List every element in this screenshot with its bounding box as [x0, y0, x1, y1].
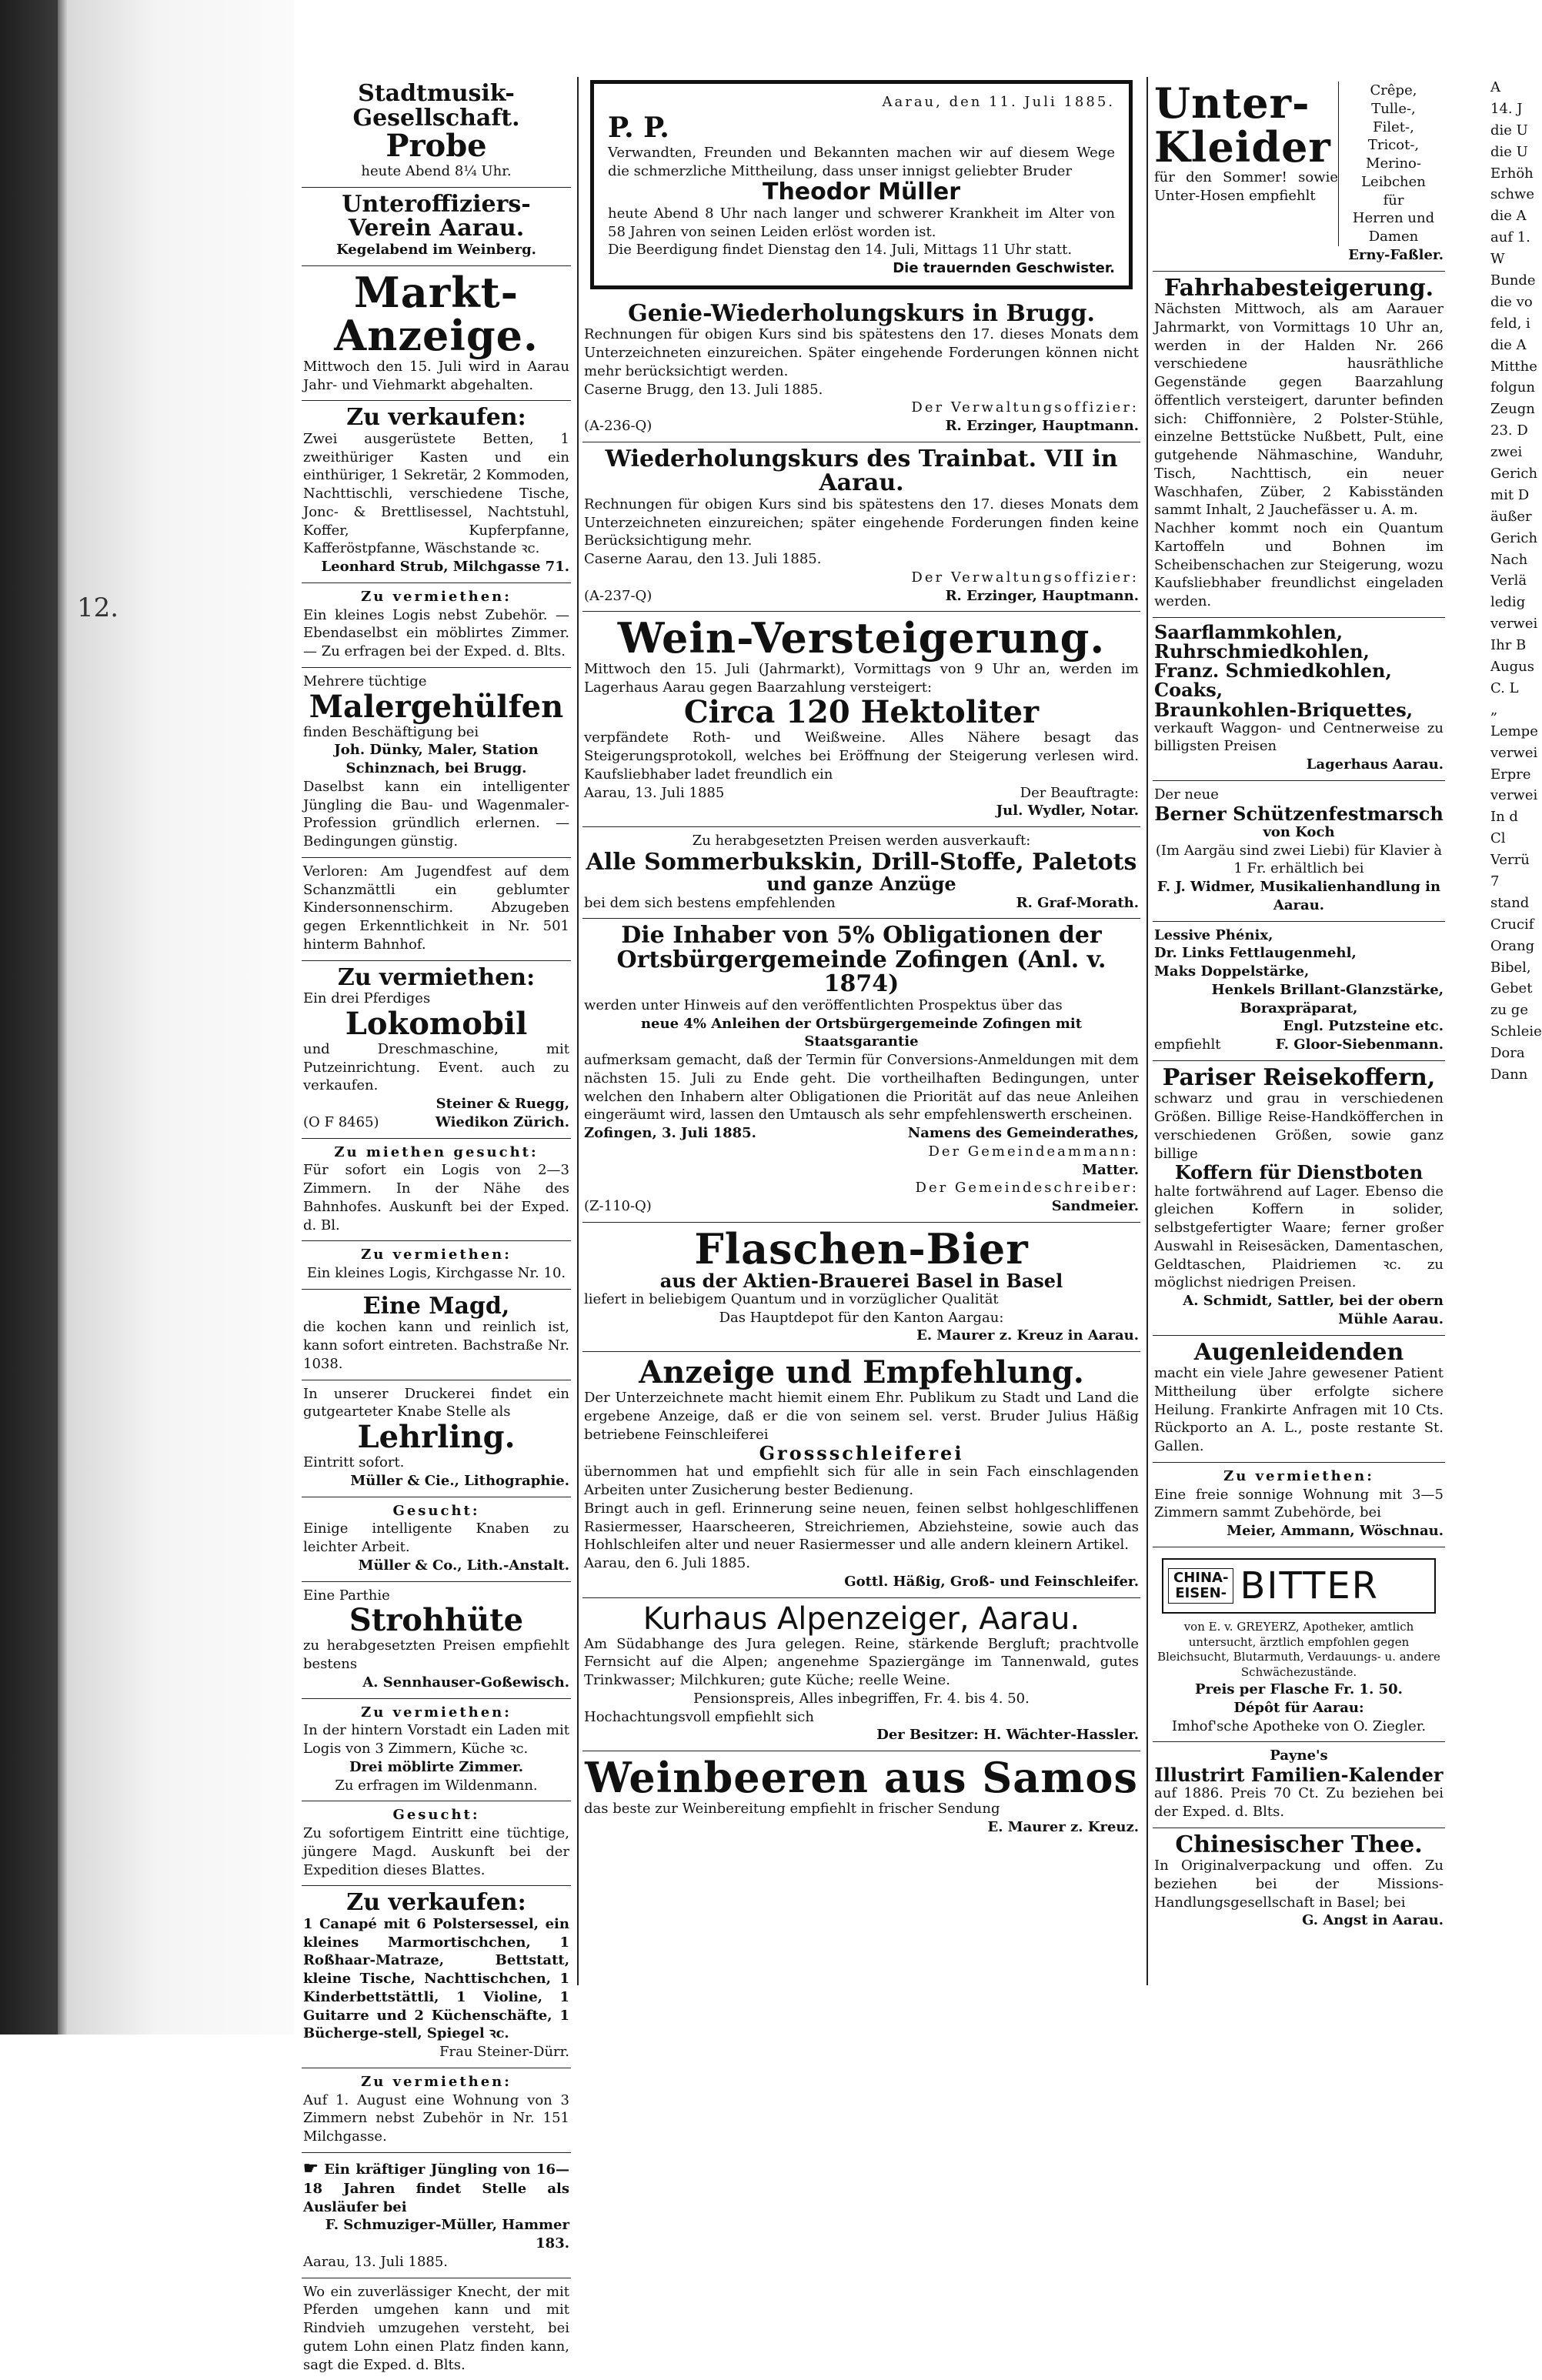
cutoff-text-fragment: auf 1.	[1490, 229, 1530, 246]
ad-heading: Berner Schützenfestmarsch	[1154, 802, 1444, 825]
ad-text: Namens des Gemeinderathes,	[907, 1125, 1139, 1142]
death-notice	[590, 80, 1133, 289]
ad-lessive-phenix	[1153, 922, 1445, 1061]
ad-gesucht-magd	[302, 1801, 571, 1886]
ad-text: von E. v. GREYERZ, Apotheker, amtlich untersucht, ärztlich empfohlen gegen Bleichsucht, Blutarmuth, Verdauungs- u. andere Schwächezustände.	[1157, 1619, 1440, 1680]
cutoff-text-fragment: zu ge	[1490, 1002, 1528, 1019]
ad-list-item: Engl. Putzsteine etc.	[1283, 1018, 1444, 1035]
notice-text: Die Beerdigung findet Dienstag den 14. Juli, Mittags 11 Uhr statt.	[608, 242, 1073, 259]
ad-text: Ein kleines Logis, Kirchgasse Nr. 10.	[306, 1265, 566, 1282]
ad-text: halte fortwährend auf Lager. Ebenso die gleichen Koffern in solider, selbstgefertigter Waare; ferner großer Auswahl in Reisesäcken, Damentaschen, Geldtaschen, Plaidriemen ꝛc. zu möglichst niedrigen Preisen.	[1154, 1183, 1444, 1291]
ad-signature: Leonhard Strub, Milchgasse 71.	[321, 559, 569, 576]
ad-unterkleider	[1153, 77, 1445, 272]
cutoff-text-fragment: zwei	[1490, 444, 1523, 461]
ad-text: Verloren: Am Jugendfest auf dem Schanzmättli ein geblumter Kindersonnenschirm. Abzugeben gegen Erkenntlichkeit in Nr. 501 hinterm Bahnhof.	[303, 863, 569, 953]
column-rule	[1146, 77, 1148, 1985]
ad-text: Ein kräftiger Jüngling von 16—18 Jahren findet Stelle als Ausläufer bei	[303, 2161, 569, 2215]
ad-signature: R. Erzinger, Hauptmann.	[945, 587, 1139, 604]
ad-text: schwarz und grau in verschiedenen Größen. Billige Reise-Handköfferchen in verschiedenen Größen, sowie ganz billige	[1154, 1090, 1444, 1162]
ad-list-item: für	[1383, 192, 1404, 209]
ad-text: Nachher kommt noch ein Quantum Kartoffeln und Bohnen im Scheibenschachen zur Steigerung, wozu Kaufsliebhaber freundlichst eingeladen werden.	[1154, 520, 1444, 609]
ad-trainbat	[582, 442, 1140, 613]
ad-signature: G. Angst in Aarau.	[1302, 1912, 1444, 1929]
ad-text: Der Verwaltungsoffizier:	[911, 569, 1139, 586]
ad-heading: Markt-Anzeige.	[334, 267, 539, 361]
ad-text: Für sofort ein Logis von 2—3 Zimmern. In der Nähe des Bahnhofes. Auskunft bei der Exped. d. Bl.	[303, 1162, 569, 1233]
ad-text: übernommen hat und empfiehlt sich für alle in sein Fach einschlagenden Arbeiten unter Zusicherung bester Bedienung.	[584, 1464, 1139, 1499]
ad-text: Der Unterzeichnete macht hiemit einem Ehr. Publikum zu Stadt und Land die ergebene Anzeige, daß er die von seinem sel. verst. Bruder Julius Häßig betriebene Feinschleiferei	[584, 1390, 1139, 1443]
ad-signature: Frau Steiner-Dürr.	[439, 2044, 569, 2061]
ad-heading: Zu vermiethen:	[361, 2073, 512, 2090]
ad-list-item: Herren und	[1352, 210, 1435, 227]
ad-heading: Pariser Reisekoffern,	[1162, 1063, 1436, 1091]
ad-china-bitter	[1153, 1547, 1445, 1742]
ad-sommerbukskin	[582, 827, 1140, 919]
ad-text: Zu sofortigem Eintritt eine tüchtige, jüngere Magd. Auskunft bei der Expedition dieses Blattes.	[303, 1825, 569, 1878]
ad-heading: Kurhaus Alpenzeiger, Aarau.	[642, 1601, 1080, 1637]
ad-heading: Gesucht:	[392, 1502, 480, 1519]
ad-lokomobil	[302, 961, 571, 1139]
ad-text: Ein drei Pferdiges	[303, 990, 431, 1007]
ad-heading: Zu vermiethen:	[337, 963, 536, 991]
ad-text: Nächsten Mittwoch, als am Aarauer Jahrmarkt, von Vormittags 10 Uhr an, werden in der Halden Nr. 266 verschiedene hausräthliche Gegenstände gegen Baarzahlung öffentlich versteigert, darunter befinden sich: Chiffonnière, 2 Polster-Stühle, einzelne Bettstücke Nußbett, Pult, eine gutgehende Nähmaschine, Wanduhr, Tisch, Nachttisch, ein neuer Waschhafen, Züber, 2 Kabisständen sammt Inhalt, 2 Jauchefässer u. A. m.	[1154, 301, 1444, 519]
ad-obligationen	[582, 919, 1140, 1223]
cutoff-text-fragment: In d	[1490, 809, 1518, 826]
ad-text: Pensionspreis, Alles inbegriffen, Fr. 4. bis 4. 50.	[693, 1690, 1030, 1707]
ad-magd	[302, 1290, 571, 1380]
ad-signature: Steiner & Ruegg,	[436, 1096, 569, 1113]
column-rule	[577, 77, 579, 1985]
book-binding	[0, 0, 58, 2035]
ad-heading: Genie-Wiederholungskurs in Brugg.	[628, 299, 1095, 327]
column-left	[302, 77, 571, 2380]
ad-text: (Im Aargäu sind zwei Liebi) für Klavier à 1 Fr. erhältlich bei	[1155, 842, 1443, 877]
ad-heading: Eine Magd,	[362, 1292, 510, 1320]
ad-signature: Matter.	[1082, 1161, 1139, 1178]
ad-text: auf 1886. Preis 70 Ct. Zu beziehen bei der Exped. d. Blts.	[1154, 1785, 1444, 1820]
ad-signature: F. Gloor-Siebenmann.	[1275, 1036, 1444, 1053]
ad-text: Bringt auch in gefl. Erinnerung seine neuen, feinen selbst hohlgeschliffenen Rasiermesser, Haarscheeren, Streichriemen, Abziehsteine, sowie auch das Hohlschleifen alter und neuer Rasiermesser und alle andern kleinern Artikel.	[584, 1500, 1139, 1554]
ad-text: Zu herabgesetzten Preisen werden ausverkauft:	[692, 833, 1031, 850]
ad-heading: Zu verkaufen:	[346, 1889, 526, 1917]
ad-signature: R. Erzinger, Hauptmann.	[945, 418, 1139, 434]
ad-heading: Zu verkaufen:	[346, 404, 526, 432]
ad-heading: Chinesischer Thee.	[1175, 1831, 1423, 1858]
ad-text: Preis per Flasche Fr. 1. 50.	[1195, 1681, 1403, 1697]
ad-text: Eintritt sofort.	[303, 1454, 405, 1471]
ad-text: Der Gemeindeschreiber:	[915, 1180, 1139, 1197]
cutoff-text-fragment: Bibel,	[1490, 959, 1531, 976]
ad-text: Mehrere tüchtige	[303, 673, 427, 689]
ad-flaschen-bier	[582, 1223, 1140, 1352]
ad-date: Caserne Aarau, den 13. Juli 1885.	[584, 551, 822, 567]
cutoff-text-fragment: Orang	[1490, 937, 1535, 954]
ad-vermiethen-wohnung	[1153, 1463, 1445, 1547]
ad-vermiethen-4	[302, 2068, 571, 2153]
cutoff-text-fragment: Lempe	[1490, 723, 1538, 739]
ad-text: Eine freie sonnige Wohnung mit 3—5 Zimmern sammt Zubehörde, bei	[1154, 1486, 1444, 1521]
ad-heading: Lokomobil	[345, 1005, 528, 1042]
ad-list-item: Damen	[1368, 229, 1419, 245]
cutoff-text-fragment: schwe	[1490, 186, 1534, 203]
logo-text: CHINA-	[1173, 1570, 1229, 1587]
ad-heading: Koffern für Dienstboten	[1174, 1161, 1424, 1184]
ad-list-item: Crêpe,	[1370, 82, 1417, 98]
ad-heading: Flaschen-Bier	[694, 1223, 1029, 1273]
cutoff-text-fragment: Nach	[1490, 551, 1528, 568]
cutoff-text-fragment: Ihr B	[1490, 637, 1527, 654]
cutoff-text-fragment: Dann	[1490, 1066, 1528, 1083]
cutoff-text-fragment: Mitthe	[1490, 358, 1537, 375]
ad-date: Caserne Brugg, den 13. Juli 1885.	[584, 381, 823, 398]
cutoff-text-fragment: „	[1490, 701, 1498, 718]
ad-list-item: Tulle-,	[1371, 100, 1416, 117]
ad-signature: F. Schmuziger-Müller, Hammer 183.	[325, 2217, 569, 2252]
ad-weinbeeren	[582, 1751, 1140, 1842]
ad-heading: Stadtmusik-Gesellschaft.	[352, 80, 520, 132]
ad-text: Hochachtungsvoll empfiehlt sich	[584, 1708, 814, 1725]
ad-text: Payne's	[1270, 1747, 1328, 1764]
cutoff-text-fragment: ledig	[1490, 594, 1526, 611]
ad-signature: Meier, Ammann, Wöschnau.	[1227, 1523, 1444, 1540]
ad-list-item: Boraxpräparat,	[1240, 1000, 1358, 1016]
column-center	[582, 77, 1140, 1842]
newspaper-page	[294, 46, 1542, 2373]
ad-gesucht-knaben	[302, 1497, 571, 1582]
ad-list-item: Lessive Phénix,	[1154, 926, 1273, 943]
ad-heading: Alle Sommerbukskin, Drill-Stoffe, Paletots	[586, 848, 1137, 876]
ad-signature: Gottl. Häßig, Groß- und Feinschleifer.	[844, 1573, 1139, 1590]
ad-list-item: Henkels Brillant-Glanzstärke,	[1211, 981, 1444, 998]
ad-text: Rechnungen für obigen Kurs sind bis spätestens den 17. dieses Monats dem Unterzeichneten einzureichen; später eingehende Forderungen finden keine Berücksichtigung mehr.	[584, 496, 1139, 549]
cutoff-text-fragment: die A	[1490, 336, 1527, 353]
binding-edge	[58, 0, 67, 2035]
margin-note: 12.	[77, 592, 119, 623]
ad-heading: Malergehülfen	[309, 688, 564, 725]
ad-knecht	[302, 2278, 571, 2380]
ad-verkaufen-2	[302, 1886, 571, 2068]
ad-vermiethen-3	[302, 1699, 571, 1802]
ad-heading: und ganze Anzüge	[766, 873, 956, 896]
ad-reisekoffern	[1153, 1061, 1445, 1336]
ad-text: heute Abend 8¼ Uhr.	[361, 163, 512, 179]
ad-malergehuelfen	[302, 668, 571, 858]
ad-heading: Braunkohlen-Briquettes,	[1154, 698, 1414, 721]
ad-text: das beste zur Weinbereitung empfiehlt in frischer Sendung	[584, 1800, 1000, 1817]
ad-anzeige-empfehlung	[582, 1352, 1140, 1598]
ad-text: die kochen kann und reinlich ist, kann sofort eintreten. Bachstraße Nr. 1038.	[303, 1319, 569, 1372]
ad-text: Der Verwaltungsoffizier:	[911, 399, 1139, 416]
ad-text: finden Beschäftigung bei	[303, 723, 479, 740]
ad-list-item: Filet-,	[1373, 118, 1414, 135]
logo-text: EISEN-	[1175, 1584, 1227, 1601]
notice-salutation: P. P.	[608, 111, 669, 144]
column-right	[1153, 77, 1445, 1936]
ad-heading: Kleider	[1154, 122, 1331, 172]
ad-text: In der hintern Vorstadt ein Laden mit Logis von 3 Zimmern, Küche ꝛc.	[303, 1722, 569, 1757]
ad-reference: (A-237-Q)	[584, 587, 653, 604]
ad-signature: Joh. Dünky, Maler, Station Schinznach, bei Brugg.	[334, 742, 539, 777]
ad-list-item: Dr. Links Fettlaugenmehl,	[1154, 945, 1357, 962]
ad-text: Dépôt für Aarau:	[1233, 1699, 1364, 1716]
ad-heading: Lehrling.	[357, 1419, 516, 1456]
ad-signature: Müller & Co., Lith.-Anstalt.	[358, 1557, 569, 1574]
ad-heading: Unter-	[1154, 78, 1310, 128]
cutoff-text-fragment: A	[1490, 79, 1500, 95]
ad-heading: Circa 120 Hektoliter	[683, 694, 1040, 731]
ad-miethen-gesucht	[302, 1139, 571, 1242]
ad-juengling	[302, 2153, 571, 2278]
ad-text: Kegelabend im Weinberg.	[336, 241, 536, 258]
cutoff-text-fragment: verwei	[1490, 616, 1538, 633]
ad-text: und Dreschmaschine, mit Putzeinrichtung. Event. auch zu verkaufen.	[303, 1040, 569, 1094]
ad-text: Zu erfragen im Wildenmann.	[335, 1777, 538, 1794]
ad-text: Einige intelligente Knaben zu leichter Arbeit.	[303, 1520, 569, 1556]
ad-list-item: Maks Doppelstärke,	[1154, 963, 1310, 980]
ad-genie-kurs	[582, 297, 1140, 442]
ad-heading: Zu vermiethen:	[361, 1704, 512, 1721]
ad-heading: Zu vermiethen:	[361, 588, 512, 605]
ad-text: empfiehlt	[1154, 1036, 1221, 1053]
ad-signature: A. Schmidt, Sattler, bei der obern Mühle Aarau.	[1183, 1293, 1444, 1327]
ad-list-item: Leibchen	[1361, 173, 1426, 190]
cutoff-text-fragment: äußer	[1490, 508, 1532, 525]
ad-vermiethen-1	[302, 583, 571, 668]
ad-heading: Unteroffiziers-Verein Aarau.	[342, 190, 531, 242]
ad-date: Zofingen, 3. Juli 1885.	[584, 1125, 756, 1142]
ad-text: Mittwoch den 15. Juli wird in Aarau Jahr- und Viehmarkt abgehalten.	[303, 358, 569, 393]
ad-heading: Illustrirt Familien-Kalender	[1154, 1764, 1444, 1786]
ad-signature: Wiedikon Zürich.	[435, 1113, 569, 1130]
ad-signature: R. Graf-Morath.	[1016, 894, 1139, 911]
cutoff-text-fragment: stand	[1490, 894, 1530, 911]
cutoff-text-fragment: folgun	[1490, 379, 1535, 396]
ad-heading: Wiederholungskurs des Trainbat. VII in Aarau.	[605, 445, 1118, 497]
ad-reference: (Z-110-Q)	[584, 1198, 652, 1215]
cutoff-text-fragment: Zeugn	[1490, 401, 1535, 418]
page-gutter	[67, 0, 294, 2035]
cutoff-text-fragment: W	[1490, 251, 1505, 268]
ad-signature: Jul. Wydler, Notar.	[996, 803, 1139, 819]
ad-signature: Müller & Cie., Lithographie.	[350, 1472, 569, 1489]
cutoff-text-fragment: die vo	[1490, 293, 1533, 310]
ad-list-item: Merino-	[1366, 155, 1421, 172]
ad-text: bei dem sich bestens empfehlenden	[584, 894, 836, 911]
notice-text: Verwandten, Freunden und Bekannten machen wir auf diesem Wege die schmerzliche Mittheilung, dass unser innigst geliebter Bruder	[608, 144, 1115, 179]
ad-heading: neue 4% Anleihen der Ortsbürgergemeinde Zofingen mit Staatsgarantie	[640, 1015, 1083, 1050]
ad-heading: Die Inhaber von 5% Obligationen der Ortsbürgergemeinde Zofingen (Anl. v. 1874)	[616, 922, 1106, 998]
ad-text: Auf 1. August eine Wohnung von 3 Zimmern nebst Zubehör in Nr. 151 Milchgasse.	[303, 2091, 569, 2145]
ad-text: verkauft Waggon- und Centnerweise zu billigsten Preisen	[1154, 719, 1444, 755]
ad-heading: aus der Aktien-Brauerei Basel in Basel	[659, 1269, 1063, 1292]
cutoff-text-fragment: Gerich	[1490, 466, 1538, 482]
cutoff-text-fragment: verwei	[1490, 744, 1538, 761]
ad-schuetzenfestmarsch	[1153, 781, 1445, 922]
ad-text: Mittwoch den 15. Juli (Jahrmarkt), Vormittags von 9 Uhr an, werden im Lagerhaus Aarau gegen Baarzahlung versteigert:	[584, 660, 1139, 696]
ad-verloren	[302, 858, 571, 961]
cutoff-text-fragment: die A	[1490, 208, 1527, 225]
cutoff-text-fragment: Verlä	[1490, 572, 1527, 589]
ad-heading: Grossschleiferei	[759, 1442, 964, 1465]
ad-heading: Anzeige und Empfehlung.	[639, 1354, 1084, 1390]
pointing-hand-icon: ☛	[303, 2158, 319, 2178]
cutoff-text-fragment: Bunde	[1490, 272, 1536, 289]
cutoff-text-fragment: die U	[1490, 122, 1528, 139]
cutoff-text-fragment: Augus	[1490, 659, 1534, 676]
ad-text: werden unter Hinweis auf den veröffentlichten Prospektus über das	[584, 996, 1063, 1013]
cutoff-text-fragment: Gerich	[1490, 529, 1538, 546]
cutoff-text-fragment: Cl	[1490, 830, 1506, 847]
cutoff-text-fragment: die U	[1490, 143, 1528, 160]
ad-kurhaus	[582, 1598, 1140, 1752]
ad-heading: Fahrhabesteigerung.	[1163, 274, 1434, 302]
cutoff-text-fragment: Schleie	[1490, 1023, 1542, 1040]
ad-chinesischer-thee	[1153, 1828, 1445, 1937]
ad-text: Zwei ausgerüstete Betten, 1 zweithüriger Kasten und ein einthüriger, 1 Sekretär, 2 Kommoden, Nachttischli, verschiedene Tische, Jonc- & Brettlisessel, Nachtstuhl, Koffer, Kupferpfanne, Kafferöstpfanne, Wäschstande ꝛc.	[303, 430, 569, 557]
ad-wein-versteigerung	[582, 612, 1140, 827]
ad-list-item: Tricot-,	[1367, 137, 1420, 154]
ad-text: Der neue	[1154, 786, 1219, 803]
notice-signature: Die trauernden Geschwister.	[893, 260, 1115, 276]
ad-text: Rechnungen für obigen Kurs sind bis spätestens den 17. dieses Monats dem Unterzeichneten einzureichen. Später eingehende Forderungen können nicht mehr berücksichtigt werden.	[584, 326, 1139, 379]
ad-signature: E. Maurer z. Kreuz.	[987, 1818, 1139, 1835]
cutoff-text-fragment: 23. D	[1490, 422, 1528, 439]
ad-signature: Lagerhaus Aarau.	[1306, 756, 1444, 773]
cutoff-text-fragment: verwei	[1490, 787, 1538, 804]
ad-vermiethen-2	[302, 1241, 571, 1290]
ad-signature: F. J. Widmer, Musikalienhandlung in Aarau.	[1156, 879, 1441, 913]
cutoff-text-fragment: C. L	[1490, 679, 1519, 696]
cutoff-text-fragment: feld, i	[1490, 315, 1530, 332]
ad-heading: Gesucht:	[392, 1807, 480, 1824]
ad-signature: Imhof'sche Apotheke von O. Ziegler.	[1171, 1717, 1427, 1734]
ad-familien-kalender	[1153, 1742, 1445, 1828]
ad-strohhuete	[302, 1582, 571, 1699]
ad-heading: Saarflammkohlen,	[1154, 620, 1343, 643]
ad-signature: Sandmeier.	[1051, 1198, 1139, 1215]
notice-name: Theodor Müller	[762, 179, 961, 206]
ad-heading: Ruhrschmiedkohlen,	[1154, 639, 1370, 663]
ad-augenleidenden	[1153, 1336, 1445, 1463]
ad-stadtmusik	[302, 77, 571, 188]
ad-date: Aarau, 13. Juli 1885.	[303, 2253, 449, 2270]
ad-heading: Wein-Versteigerung.	[617, 613, 1106, 663]
ad-heading: Drei möblirte Zimmer.	[349, 1758, 524, 1775]
ad-kohlen	[1153, 618, 1445, 781]
ad-text: aufmerksam gemacht, daß der Termin für Conversions-Anmeldungen mit dem nächsten 15. Juli zu Ende geht. Die vortheilhaften Bedingungen, unter welchen den Inhabern alter Obligationen die Priorität auf das neue Anleihen eingeräumt wird, lassen den Umtausch als sehr empfehlenswerth erscheinen.	[584, 1052, 1139, 1123]
ad-markt	[302, 266, 571, 402]
cutoff-text-fragment: Dora	[1490, 1045, 1525, 1062]
cutoff-text-fragment: mit D	[1490, 486, 1530, 503]
ad-text: Wo ein zuverlässiger Knecht, der mit Pferden umgehen kann und mit Rindvieh umzugehen versteht, bei gutem Lohn einen Platz finden kann, sagt die Exped. d. Blts.	[303, 2283, 569, 2373]
ad-unteroffiziers	[302, 188, 571, 266]
ad-text: Eine Parthie	[303, 1587, 390, 1604]
cutoff-text-fragment: Verrü	[1490, 852, 1530, 869]
ad-signature: A. Sennhauser-Goßewisch.	[362, 1674, 569, 1691]
cutoff-text-fragment: Erhöh	[1490, 165, 1534, 182]
notice-date: Aarau, den 11. Juli 1885.	[882, 94, 1115, 110]
ad-text: 1 Canapé mit 6 Polstersessel, ein kleines Marmortischchen, 1 Roßhaar-Matraze, Bettstatt, kleine Tische, Nachttischchen, 1 Kinderbettstättli, 1 Violine, 1 Guitarre und 2 Küchenschäfte, 1 Bücherge-stell, Spiegel ꝛc.	[303, 1915, 569, 2042]
ad-lehrling	[302, 1380, 571, 1497]
ad-heading: Zu miethen gesucht:	[334, 1143, 539, 1160]
ad-date: Aarau, 13. Juli 1885	[584, 784, 725, 801]
ad-heading: Probe	[386, 128, 487, 164]
ad-text: In Originalverpackung und offen. Zu beziehen bei der Missions-Handlungsgesellschaft in Basel; bei	[1154, 1858, 1444, 1911]
bitter-logo	[1162, 1558, 1436, 1614]
cutoff-text-fragment: Crucif	[1490, 916, 1534, 933]
cutoff-text-fragment: Erpre	[1490, 766, 1531, 783]
ad-text: verpfändete Roth- und Weißweine. Alles Nähere besagt das Steigerungsprotokoll, welches bei Eröffnung der Steigerung verlesen wird. Kaufsliebhaber ladet freundlich ein	[584, 729, 1139, 783]
notice-text: heute Abend 8 Uhr nach langer und schwerer Krankheit im Alter von 58 Jahren von seinen Leiden erlöst worden ist.	[608, 205, 1115, 240]
ad-text: Das Hauptdepot für den Kanton Aargau:	[719, 1309, 1004, 1326]
cutoff-text-fragment: 7	[1490, 873, 1500, 890]
ad-text: In unserer Druckerei findet ein gutgearteter Knabe Stelle als	[303, 1385, 569, 1420]
ad-date: Aarau, den 6. Juli 1885.	[584, 1555, 751, 1572]
ad-heading: Weinbeeren aus Samos	[585, 1753, 1138, 1803]
ad-signature: Der Besitzer: H. Wächter-Hassler.	[876, 1727, 1139, 1744]
ad-verkaufen-1	[302, 401, 571, 583]
ad-text: Ein kleines Logis nebst Zubehör. — Ebendaselbst ein möblirtes Zimmer. — Zu erfragen bei der Exped. d. Blts.	[303, 606, 569, 660]
ad-text: für den Sommer! sowie Unter-Hosen empfiehlt	[1154, 169, 1338, 205]
ad-heading: Strohhüte	[349, 1602, 524, 1639]
column-cutoff	[1490, 77, 1542, 1086]
ad-text: liefert in beliebigem Quantum und in vorzüglicher Qualität	[584, 1290, 999, 1307]
ad-reference: (O F 8465)	[303, 1113, 379, 1130]
ad-heading: Zu vermiethen:	[1223, 1467, 1374, 1484]
ad-text: zu herabgesetzten Preisen empfiehlt bestens	[303, 1637, 569, 1673]
ad-text: Daselbst kann ein intelligenter Jüngling die Bau- und Wagenmaler-Profession gründlich erlernen. — Bedingungen günstig.	[303, 778, 569, 850]
ad-text: Am Südabhange des Jura gelegen. Reine, stärkende Bergluft; prachtvolle Fernsicht auf die Alpen; angenehme Spaziergänge im Tannenwald, gutes Trinkwasser; Milchkuren; gute Küche; reelle Weine.	[584, 1635, 1139, 1689]
ad-signature: Erny-Faßler.	[1348, 246, 1444, 263]
logo-text: BITTER	[1240, 1564, 1379, 1607]
ad-fahrhabesteigerung	[1153, 272, 1445, 618]
ad-text: von Koch	[1263, 823, 1335, 840]
ad-signature: E. Maurer z. Kreuz in Aarau.	[916, 1327, 1139, 1344]
ad-heading: Coaks,	[1154, 679, 1223, 702]
cutoff-text-fragment: 14. J	[1490, 100, 1523, 117]
ad-text: Der Gemeindeammann:	[928, 1143, 1139, 1160]
ad-reference: (A-236-Q)	[584, 418, 653, 434]
ad-heading: Augenleidenden	[1193, 1338, 1404, 1366]
ad-heading: Zu vermiethen:	[361, 1247, 512, 1263]
cutoff-text-fragment: Gebet	[1490, 980, 1533, 997]
ad-text: Der Beauftragte:	[1020, 784, 1139, 801]
ad-heading: Franz. Schmiedkohlen,	[1154, 659, 1392, 683]
ad-text: macht ein viele Jahre gewesener Patient Mittheilung über erfolgte sichere Heilung. Frankirte Anfragen mit 10 Cts. Rückporto an A. L., poste restante St. Gallen.	[1154, 1365, 1444, 1455]
